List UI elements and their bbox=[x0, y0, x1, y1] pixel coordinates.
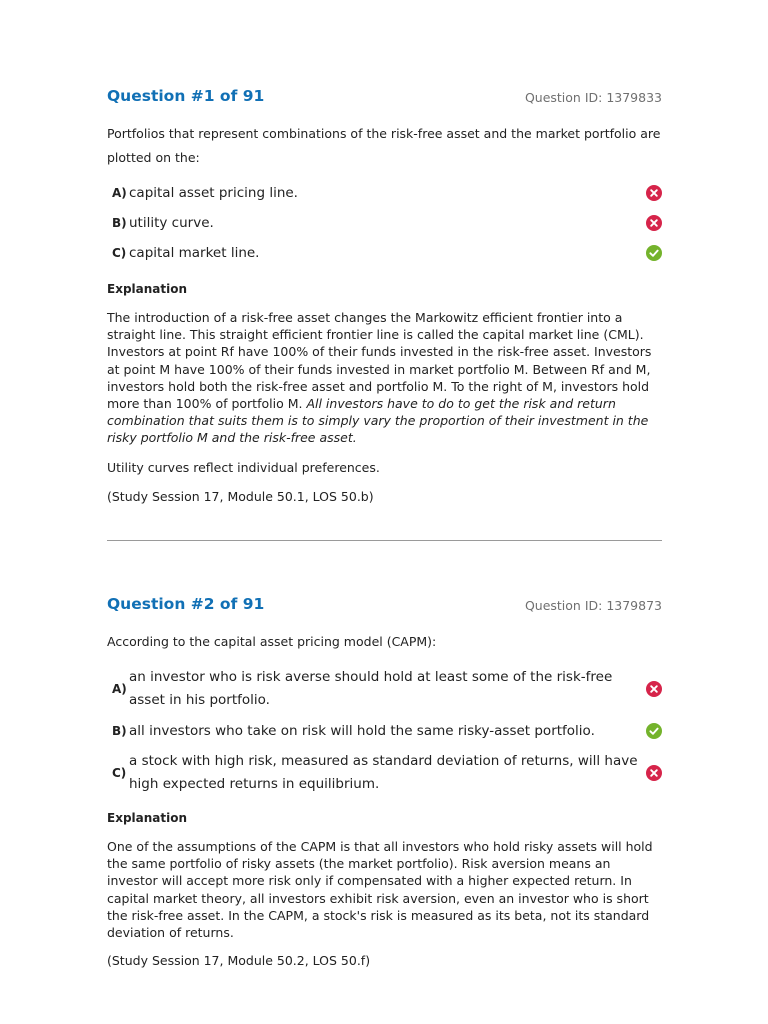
choice-letter: C) bbox=[112, 245, 127, 260]
x-circle-icon bbox=[646, 681, 662, 697]
answer-choice-a bbox=[107, 178, 662, 208]
x-circle-icon bbox=[646, 215, 662, 231]
explanation-text: One of the assumptions of the CAPM is that all investors who hold risky assets will hold the same portfolio of risky assets (the market portfolio). Risk aversion means an investor will accept more risk only if compensated with a higher expected return. In capital market theory, all investors exhibit risk aversion, even an investor who is short the risk-free asset. In the CAPM, a stock's risk is measured as its beta, not its standard deviation of returns. bbox=[107, 839, 653, 941]
choice-text: capital asset pricing line. bbox=[129, 184, 298, 201]
choice-letter: A) bbox=[112, 681, 127, 696]
question-prompt: Portfolios that represent combinations of the risk-free asset and the market portfolio are plotted on the: bbox=[107, 126, 661, 165]
check-circle-icon bbox=[646, 723, 662, 739]
question-divider bbox=[107, 540, 662, 541]
question-id: Question ID: 1379873 bbox=[524, 598, 662, 613]
choice-letter: A) bbox=[112, 185, 127, 200]
choice-text: all investors who take on risk will hold the same risky-asset portfolio. bbox=[129, 722, 595, 739]
explanation-heading: Explanation bbox=[107, 282, 188, 296]
x-circle-icon bbox=[646, 185, 662, 201]
answer-choice-b bbox=[107, 716, 662, 746]
answer-choice-c bbox=[107, 238, 662, 268]
explanation-italic: All investors have to do to get the risk and return combination that suits them is to simply vary the proportion of their investment in the risky portfolio M and the risk-free asset. bbox=[107, 396, 649, 446]
choice-text: utility curve. bbox=[129, 214, 214, 231]
explanation-heading: Explanation bbox=[107, 811, 188, 825]
choice-text: an investor who is risk averse should hold at least some of the risk-free asset in his portfolio. bbox=[129, 669, 613, 708]
choice-letter: B) bbox=[112, 723, 127, 738]
answer-choices bbox=[107, 662, 662, 800]
question-header bbox=[107, 86, 662, 110]
question-id: Question ID: 1379833 bbox=[524, 90, 662, 105]
question-prompt: According to the capital asset pricing model (CAPM): bbox=[107, 634, 437, 649]
x-circle-icon bbox=[646, 765, 662, 781]
choice-letter: B) bbox=[112, 215, 127, 230]
answer-choice-a bbox=[107, 662, 662, 716]
question-title: Question #2 of 91 bbox=[107, 595, 265, 613]
choice-letter: C) bbox=[112, 765, 127, 780]
explanation-text bbox=[107, 309, 662, 447]
question-title: Question #1 of 91 bbox=[107, 87, 265, 105]
reference-text: (Study Session 17, Module 50.1, LOS 50.b) bbox=[107, 488, 374, 504]
question-header bbox=[107, 594, 662, 618]
answer-choice-c bbox=[107, 746, 662, 800]
question-1 bbox=[107, 86, 662, 505]
answer-choices bbox=[107, 178, 662, 268]
choice-text: capital market line. bbox=[129, 244, 260, 261]
explanation-note: Utility curves reflect individual preferences. bbox=[107, 459, 380, 475]
answer-choice-b bbox=[107, 208, 662, 238]
check-circle-icon bbox=[646, 245, 662, 261]
question-2 bbox=[107, 594, 662, 969]
reference-text: (Study Session 17, Module 50.2, LOS 50.f) bbox=[107, 953, 371, 969]
explanation-main: The introduction of a risk-free asset changes the Markowitz efficient frontier into a straight line. This straight efficient frontier line is called the capital market line (CML). Investors at point Rf have 100% of their funds invested in the risk-free asset. Investors at point M have 100% of their funds invested in market portfolio M. Between Rf and M, investors hold both the risk-free asset and portfolio M. To the right of M, investors hold more than 100% of portfolio M. bbox=[107, 310, 652, 412]
choice-text: a stock with high risk, measured as standard deviation of returns, will have high expected returns in equilibrium. bbox=[129, 753, 638, 792]
